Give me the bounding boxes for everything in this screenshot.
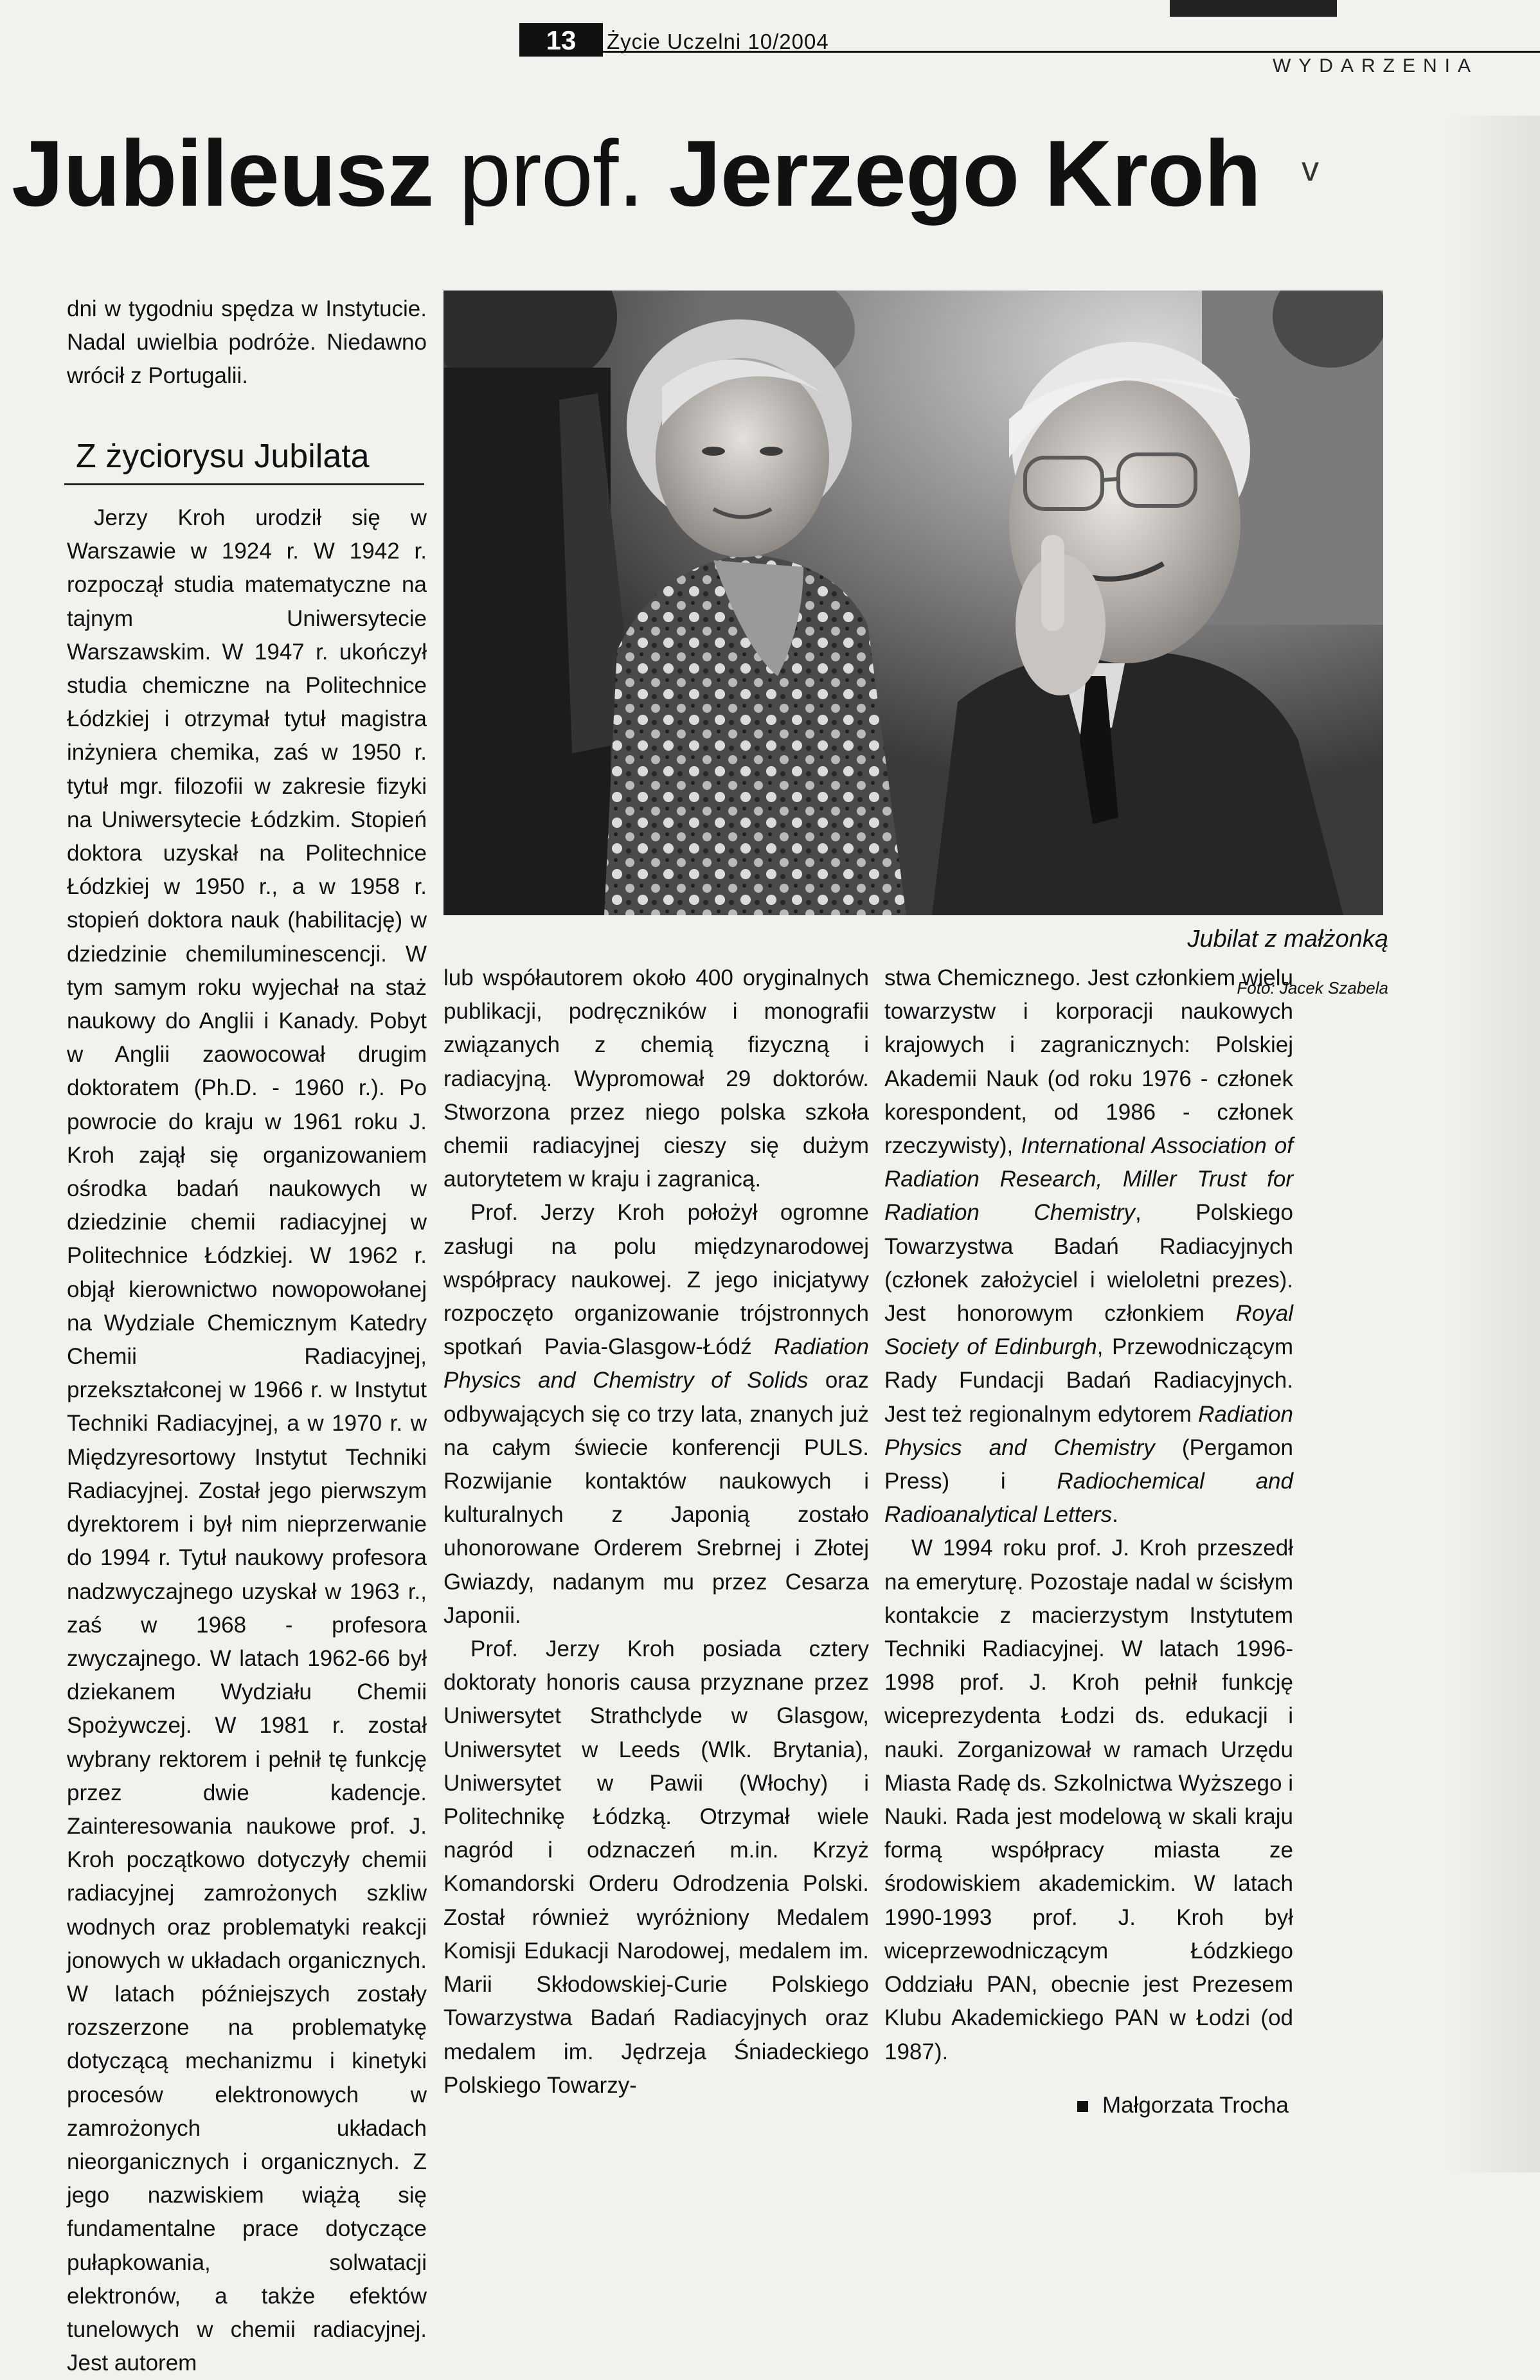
column-1 [67, 501, 427, 2380]
handwritten-check-mark: v [1302, 150, 1319, 188]
author-signature [1077, 2093, 1289, 2118]
subheading-rule [64, 483, 424, 485]
title-part-1: Jubileusz [12, 121, 434, 226]
photo-caption: Jubilat z małżonką [1187, 926, 1388, 953]
journal-name-1: Radiation Physics and Chemistry [884, 1401, 1293, 1460]
subheading: Z życiorysu Jubilata [76, 438, 370, 475]
column-3-text-c: , Polskiego Towarzystwa Badań Radiacyjnych (członek założyciel i wieloletni prezes). Jest honorowym członkiem [884, 1200, 1293, 1327]
subheading-block [76, 437, 410, 476]
conference-name: Radiation Physics and Chemistry of Solids [443, 1334, 869, 1393]
column-3-text-e: , Przewodniczącym Rady Fundacji Badań Radiacyjnych. Jest też regionalnym edytorem [884, 1334, 1293, 1427]
column-3-text-i: . [1112, 1502, 1118, 1528]
facing-page-bleed [1446, 116, 1540, 2172]
article-title [12, 122, 1261, 225]
column-3 [884, 962, 1293, 2069]
column-2 [443, 962, 869, 2102]
magazine-issue: Życie Uczelni 10/2004 [607, 30, 829, 53]
page-number: 13 [519, 23, 603, 57]
column-3-paragraph-2: W 1994 roku prof. J. Kroh przeszedł na emeryturę. Pozostaje nadal w ścisłym kontakcie z macierzystym Instytutem Techniki Radiacyjnej. W latach 1996-1998 prof. J. Kroh pełnił funkcję wiceprezydenta Łodzi ds. edukacji i nauki. Zorganizował w ramach Urzędu Miasta Radę ds. Szkolnictwa Wyższego i Nauki. Rada jest modelową w skali kraju formą współpracy miasta ze środowiskiem akademickim. W latach 1990-1993 prof. J. Kroh był wiceprzewodniczącym Łódzkiego Oddziału PAN, obecnie jest Prezesem Klubu Akademickiego PAN w Łodzi (od 1987). [884, 1535, 1293, 2064]
title-part-2: prof. [433, 121, 669, 226]
column-2-paragraph-3: Prof. Jerzy Kroh posiada cztery doktoraty honoris causa przyznane przez Uniwersytet Strathclyde w Glasgow, Uniwersytet w Leeds (Wlk. Brytania), Uniwersytet w Pawii (Włochy) i Politechnikę Łódzką. Otrzymał wiele nagród i odznaczeń m.in. Krzyż Komandorski Orderu Odrodzenia Polski. Został również wyróżniony Medalem Komisji Edukacji Narodowej, medalem im. Marii Skłodowskiej-Curie Polskiego Towarzystwa Badań Radiacyjnych oraz medalem im. Jędrzeja Śniadeckiego Polskiego Towarzy- [443, 1636, 869, 2098]
intro-paragraph: dni w tygodniu spędza w Instytucie. Nadal uwielbia podróże. Niedawno wrócił z Portugalii. [67, 296, 427, 389]
author-name: Małgorzata Trocha [1102, 2093, 1289, 2118]
column-2-paragraph-1: lub współautorem około 400 oryginalnych publikacji, podręczników i monografii związanych z chemią fizyczną i radiacyjną. Wypromował 29 doktorów. Stworzona przez niego polska szkoła chemii radiacyjnej cieszy się dużym autorytetem w kraju i zagranicą. [443, 965, 869, 1192]
photo-credit: Foto: Jacek Szabela [1237, 978, 1388, 998]
photo-jubilee-couple [443, 291, 1383, 915]
column-2-paragraph-2 [443, 1196, 869, 1633]
column-2-text-a: Prof. Jerzy Kroh położył ogromne zasługi na polu międzynarodowej współpracy naukowej. Z jego inicjatywy rozpoczęto organizowanie trójstronnych spotkań Pavia-Glasgow-Łódź [443, 1200, 869, 1360]
signature-bullet-icon [1077, 2101, 1088, 2112]
column-3-paragraph-1 [884, 962, 1293, 1532]
article-photo [443, 291, 1383, 915]
section-label: WYDARZENIA [1272, 55, 1478, 76]
title-part-3: Jerzego Kroh [668, 121, 1261, 226]
association-names: International Association of Radiation Research, Miller Trust for Radiation Chemistry [884, 1133, 1293, 1226]
column-3-text-a: stwa Chemicznego. Jest członkiem wielu towarzystw i korporacji naukowych krajowych i zagranicznych: Polskiej Akademii Nauk (od roku 1976 - członek korespondent, od 1986 - członek rzeczywisty), [884, 965, 1293, 1159]
column-2-text-c: oraz odbywających się co trzy lata, znanych już na całym świecie konferencji PULS. Rozwijanie kontaktów naukowych i kulturalnych z Japonią zostało uhonorowane Orderem Srebrnej i Złotej Gwiazdy, nadanym mu przez Cesarza Japonii. [443, 1368, 869, 1628]
column-1-paragraph: Jerzy Kroh urodził się w Warszawie w 1924 r. W 1942 r. rozpoczął studia matematyczne na tajnym Uniwersytecie Warszawskim. W 1947 r. ukończył studia chemiczne na Politechnice Łódzkiej i otrzymał tytuł magistra inżyniera chemika, zaś w 1950 r. tytuł mgr. filozofii w zakresie fizyki na Uniwersytecie Łódzkim. Stopień doktora uzyskał na Politechnice Łódzkiej w 1950 r., a w 1958 r. stopień doktora nauk (habilitację) w dziedzinie chemiluminescencji. W tym samym roku wyjechał na staż naukowy do Anglii i Kanady. Pobyt w Anglii zaowocował drugim doktoratem (Ph.D. - 1960 r.). Po powrocie do kraju w 1961 roku J. Kroh zajął się organizowaniem ośrodka badań naukowych w dziedzinie chemii radiacyjnej w Politechnice Łódzkiej. W 1962 r. objął kierownictwo nowopowołanej na Wydziale Chemicznym Katedry Chemii Radiacyjnej, przekształconej w 1966 r. w Instytut Techniki Radiacyjnej, a w 1970 r. w Międzyresortowy Instytut Techniki Radiacyjnej. Został jego pierwszym dyrektorem i był nim nieprzerwanie do 1994 r. Tytuł naukowy profesora nadzwyczajnego uzyskał w 1963 r., zaś w 1968 - profesora zwyczajnego. W latach 1962-66 był dziekanem Wydziału Chemii Spożywczej. W 1981 r. został wybrany rektorem i pełnił tę funkcję przez dwie kadencje. Zainteresowania naukowe prof. J. Kroh początkowo dotyczyły chemii radiacyjnej zamrożonych szkliw wodnych oraz problematyki reakcji jonowych w układach organicznych. W latach późniejszych zostały rozszerzone na problematykę dotyczącą mechanizmu i kinetyki procesów elektronowych w zamrożonych układach nieorganicznych i organicznych. Z jego nazwiskiem wiążą się fundamentalne prace dotyczące pułapkowania, solwatacji elektronów, a także efektów tunelowych w chemii radiacyjnej. Jest autorem [67, 505, 427, 2376]
intro-column [67, 292, 427, 393]
top-edge-mark [1170, 0, 1337, 17]
journal-name-2: Radiochemical and Radioanalytical Letters [884, 1469, 1293, 1528]
royal-society-name: Royal Society of Edinburgh [884, 1301, 1293, 1360]
column-3-text-g: (Pergamon Press) i [884, 1435, 1293, 1494]
